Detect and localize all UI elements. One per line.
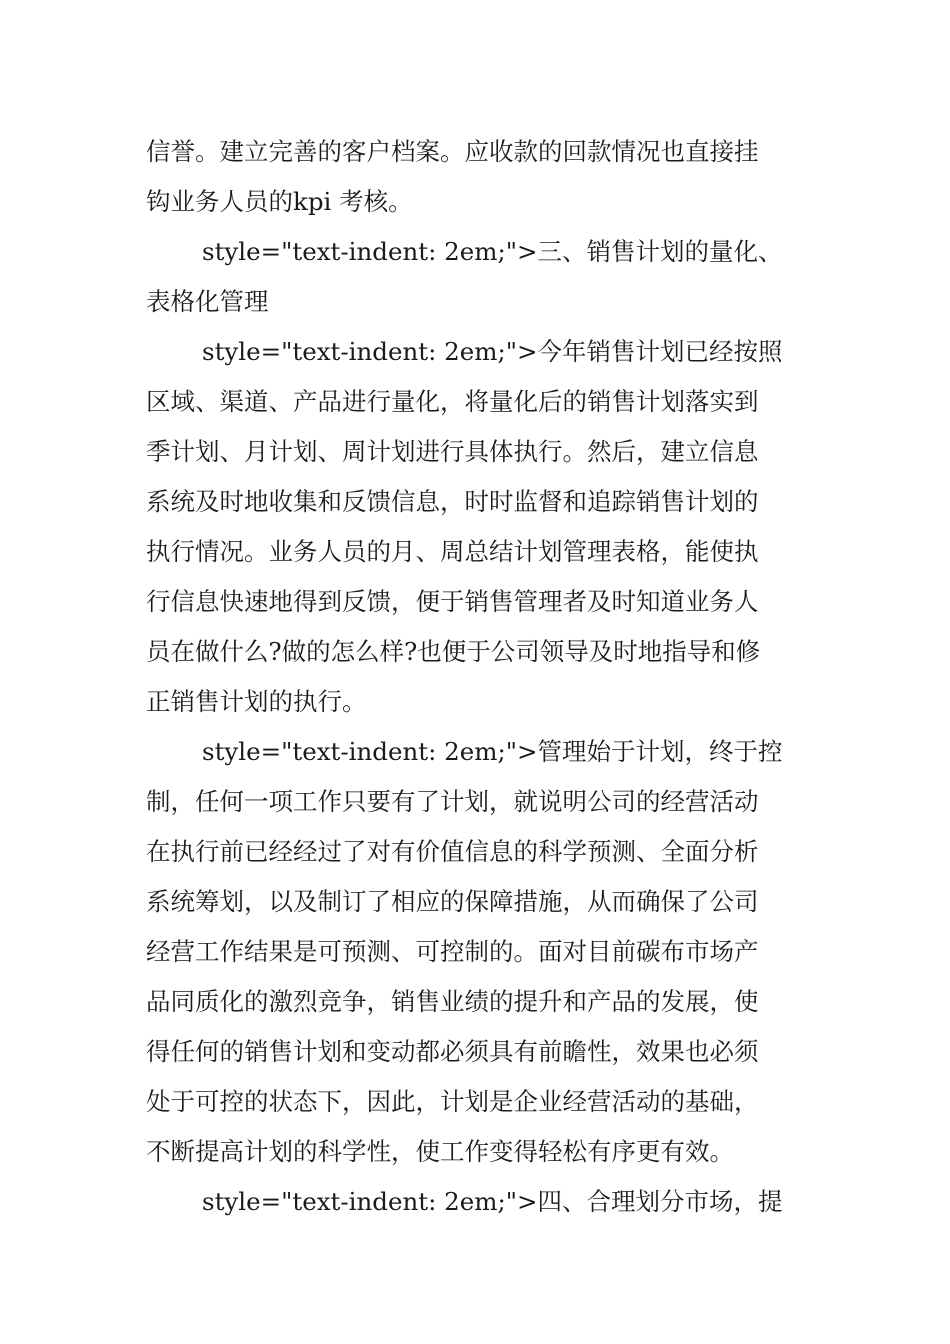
section-heading-line: style="text-indent: 2em;">三、销售计划的量化、: [202, 237, 783, 266]
paragraph-line: 品同质化的激烈竞争，销售业绩的提升和产品的发展，使: [146, 987, 759, 1016]
paragraph-line: 得任何的销售计划和变动都必须具有前瞻性，效果也必须: [146, 1037, 759, 1066]
paragraph-line: 经营工作结果是可预测、可控制的。面对目前碳布市场产: [146, 937, 759, 966]
paragraph-line: style="text-indent: 2em;">管理始于计划，终于控: [202, 737, 783, 766]
paragraph-line: style="text-indent: 2em;">今年销售计划已经按照: [202, 337, 783, 366]
paragraph-line: 制，任何一项工作只要有了计划，就说明公司的经营活动: [146, 787, 759, 816]
text-line: 钩业务人员的kpi 考核。: [146, 187, 413, 216]
section-heading-line: 表格化管理: [146, 287, 269, 316]
paragraph-line: 季计划、月计划、周计划进行具体执行。然后，建立信息: [146, 437, 759, 466]
paragraph-line: 系统及时地收集和反馈信息，时时监督和追踪销售计划的: [146, 487, 759, 516]
paragraph-line: 不断提高计划的科学性，使工作变得轻松有序更有效。: [146, 1137, 734, 1166]
paragraph-line: 员在做什么?做的怎么样?也便于公司领导及时地指导和修: [146, 637, 761, 666]
paragraph-line: 执行情况。业务人员的月、周总结计划管理表格，能使执: [146, 537, 759, 566]
paragraph-line: 在执行前已经经过了对有价值信息的科学预测、全面分析: [146, 837, 759, 866]
text-line: 信誉。建立完善的客户档案。应收款的回款情况也直接挂: [146, 137, 759, 166]
paragraph-line: 处于可控的状态下，因此，计划是企业经营活动的基础，: [146, 1087, 759, 1116]
paragraph-line: 系统筹划，以及制订了相应的保障措施，从而确保了公司: [146, 887, 759, 916]
paragraph-line: 正销售计划的执行。: [146, 687, 367, 716]
paragraph-line: 区域、渠道、产品进行量化，将量化后的销售计划落实到: [146, 387, 759, 416]
section-heading-line: style="text-indent: 2em;">四、合理划分市场，提: [202, 1187, 783, 1216]
paragraph-line: 行信息快速地得到反馈，便于销售管理者及时知道业务人: [146, 587, 759, 616]
